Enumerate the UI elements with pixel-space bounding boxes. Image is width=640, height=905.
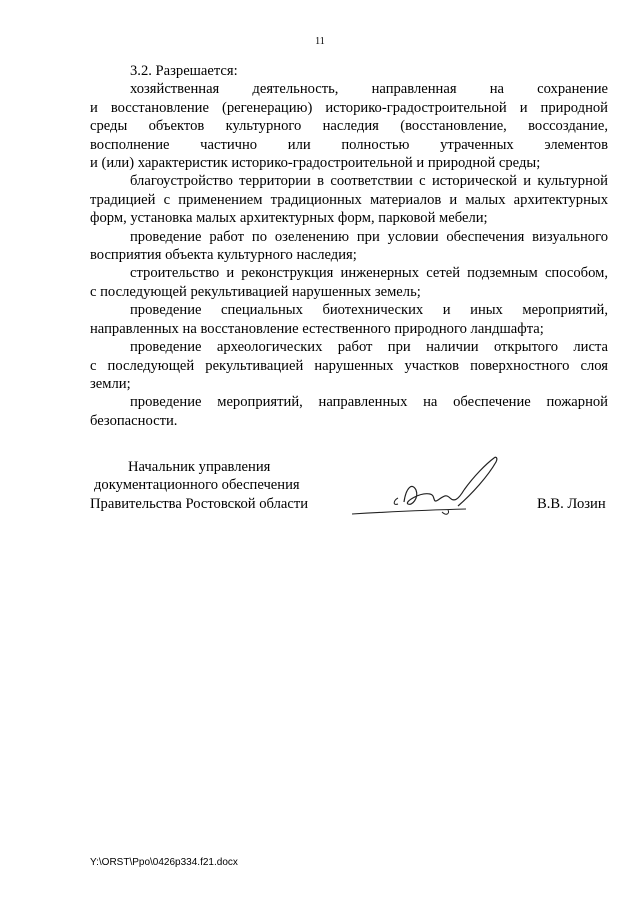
paragraph-fire-safety: [90, 393, 608, 430]
text-line: среды объектов культурного наследия (восстановление, воссоздание,: [90, 118, 608, 135]
paragraph-landscaping: [90, 172, 608, 227]
text-line: безопасности.: [90, 412, 178, 429]
paragraph-archaeological-works: [90, 338, 608, 393]
text-line: форм, установка малых архитектурных форм, парковой мебели;: [90, 210, 488, 227]
text-line: направленных на восстановление естественного природного ландшафта;: [90, 320, 544, 337]
text-line: и восстановление (регенерацию) историко-градостроительной и природной: [90, 99, 608, 116]
text-line: восприятия объекта культурного наследия;: [90, 247, 357, 264]
paragraph-economic-activity: [90, 80, 608, 172]
signatory-title: [90, 458, 308, 513]
handwritten-signature: [346, 454, 506, 526]
text-line: благоустройство территории в соответствии с исторической и культурной: [130, 173, 608, 190]
text-line: восполнение частично или полностью утраченных элементов: [90, 136, 608, 153]
paragraph-greening: [90, 228, 608, 265]
text-line: проведение мероприятий, направленных на обеспечение пожарной: [130, 394, 608, 411]
signatory-title-line: документационного обеспечения: [94, 477, 300, 494]
text-line: проведение работ по озеленению при условии обеспечения визуального: [130, 228, 608, 245]
signatory-name: В.В. Лозин: [537, 496, 606, 512]
text-line: с последующей рекультивацией нарушенных участков поверхностного слоя: [90, 357, 608, 374]
text-line: хозяйственная деятельность, направленная на сохранение: [130, 81, 608, 98]
text-line: традицией с применением традиционных материалов и малых архитектурных: [90, 191, 608, 208]
text-line: проведение археологических работ при наличии открытого листа: [130, 339, 608, 356]
text-line: и (или) характеристик историко-градостроительной и природной среды;: [90, 155, 541, 172]
text-line: с последующей рекультивацией нарушенных земель;: [90, 283, 421, 300]
text-line: строительство и реконструкция инженерных сетей подземным способом,: [130, 265, 608, 282]
section-heading: 3.2. Разрешается:: [130, 63, 238, 79]
paragraph-biotechnical-measures: [90, 301, 608, 338]
signatory-title-line: Правительства Ростовской области: [90, 495, 309, 512]
text-line: земли;: [90, 375, 131, 392]
document-body: [90, 62, 608, 430]
page-number: 11: [315, 36, 325, 47]
paragraph-utility-networks: [90, 264, 608, 301]
signatory-title-line: Начальник управления: [128, 459, 271, 475]
text-line: проведение специальных биотехнических и иных мероприятий,: [130, 302, 608, 319]
footer-file-path: Y:\ORST\Ppo\0426p334.f21.docx: [90, 857, 238, 868]
